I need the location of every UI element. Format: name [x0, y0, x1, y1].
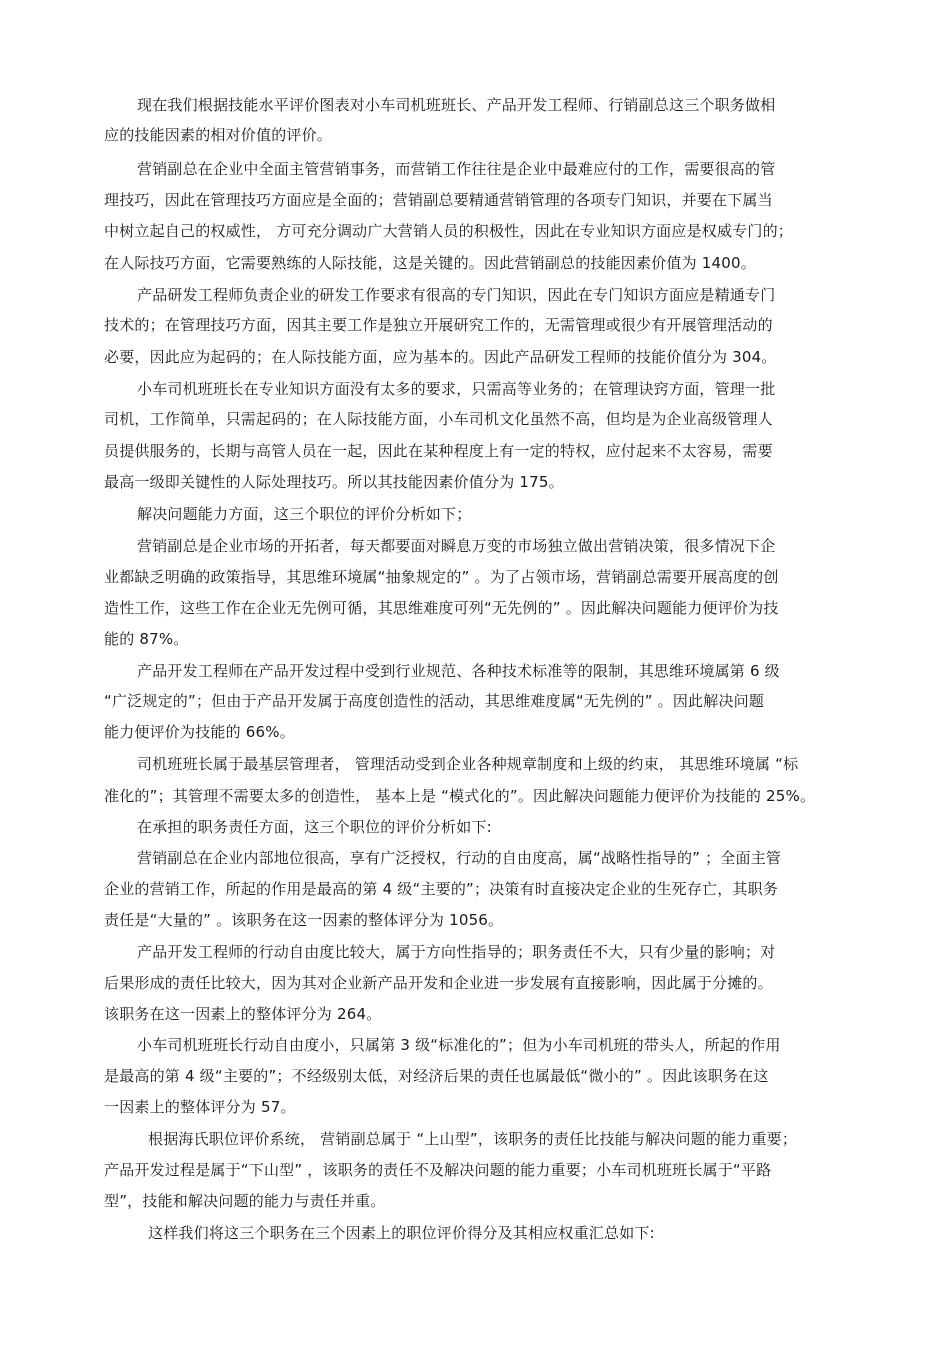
- text-line: 现在我们根据技能水平评价图表对小车司机班班长、产品开发工程师、行销副总这三个职务做相: [137, 96, 776, 114]
- text-line: 这样我们将这三个职务在三个因素上的职位评价得分及其相应权重汇总如下:: [148, 1224, 655, 1242]
- text-line: 应的技能因素的相对价值的评价。: [104, 126, 333, 144]
- text-line: 解决问题能力方面，这三个职位的评价分析如下；: [137, 505, 472, 523]
- text-line: “广泛规定的”；但由于产品开发属于高度创造性的活动，其思维难度属“无先例的” 。因此解决问题: [104, 692, 765, 710]
- text-line: 最高一级即关键性的人际处理技巧。所以其技能因素价值分为 175。: [104, 473, 564, 491]
- text-line: 根据海氏职位评价系统， 营销副总属于 “上山型”，该职务的责任比技能与解决问题的能力重要；: [148, 1130, 798, 1148]
- text-line: 在人际技巧方面，它需要熟练的人际技能，这是关键的。因此营销副总的技能因素价值为 1400。: [104, 254, 756, 272]
- text-line: 司机班班长属于最基层管理者， 管理活动受到企业各种规章制度和上级的约束， 其思维环境属 “标: [137, 755, 799, 773]
- text-line: 营销副总在企业内部地位很高，享有广泛授权，行动的自由度高，属“战略性指导的” ；全面主管: [137, 849, 782, 867]
- text-line: 营销副总在企业中全面主管营销事务，而营销工作往往是企业中最难应付的工作，需要很高的管: [137, 160, 776, 178]
- text-line: 能力便评价为技能的 66%。: [104, 723, 295, 741]
- text-line: 造性工作，这些工作在企业无先例可循，其思维难度可列“无先例的” 。因此解决问题能力便评价为技: [104, 599, 779, 617]
- text-line: 责任是“大量的” 。该职务在这一因素的整体评分为 1056。: [104, 911, 504, 929]
- text-line: 企业的营销工作，所起的作用是最高的第 4 级“主要的”；决策有时直接决定企业的生死存亡，其职务: [104, 880, 779, 898]
- text-line: 必要，因此应为起码的；在人际技能方面，应为基本的。因此产品研发工程师的技能价值分为 304。: [104, 348, 777, 366]
- text-line: 是最高的第 4 级“主要的”；不经级别太低，对经济后果的责任也属最低“微小的” 。因此该职务在这: [104, 1067, 769, 1085]
- text-line: 产品开发过程是属于“下山型” ，该职务的责任不及解决问题的能力重要；小车司机班班长属于“平路: [104, 1161, 772, 1179]
- text-line: 业都缺乏明确的政策指导，其思维环境属“抽象规定的” 。为了占领市场，营销副总需要开展高度的创: [104, 568, 779, 586]
- text-line: 一因素上的整体评分为 57。: [104, 1098, 296, 1116]
- text-line: 理技巧，因此在管理技巧方面应是全面的；营销副总要精通营销管理的各项专门知识，并要在下属当: [104, 191, 773, 209]
- text-line: 后果形成的责任比较大，因为其对企业新产品开发和企业进一步发展有直接影响，因此属于分摊的。: [104, 974, 773, 992]
- text-line: 小车司机班班长在专业知识方面没有太多的要求，只需高等业务的；在管理诀窍方面，管理一批: [137, 380, 776, 398]
- text-line: 产品开发工程师的行动自由度比较大，属于方向性指导的；职务责任不大，只有少量的影响；对: [137, 943, 776, 961]
- text-line: 小车司机班班长行动自由度小，只属第 3 级“标准化的”；但为小车司机班的带头人，所起的作用: [137, 1036, 781, 1054]
- text-line: 准化的”；其管理不需要太多的创造性， 基本上是 “模式化的”。因此解决问题能力便评价为技能的 25%。: [104, 787, 816, 805]
- text-line: 产品研发工程师负责企业的研发工作要求有很高的专门知识，因此在专门知识方面应是精通专门: [137, 286, 776, 304]
- text-line: 该职务在这一因素上的整体评分为 264。: [104, 1005, 382, 1023]
- text-line: 中树立起自己的权威性， 方可充分调动广大营销人员的积极性，因此在专业知识方面应是权威专门的；: [104, 222, 793, 240]
- text-line: 技术的；在管理技巧方面，因其主要工作是独立开展研究工作的，无需管理或很少有开展管理活动的: [104, 316, 773, 334]
- text-line: 产品开发工程师在产品开发过程中受到行业规范、各种技术标准等的限制，其思维环境属第 6 级: [137, 662, 780, 680]
- text-line: 在承担的职务责任方面，这三个职位的评价分析如下:: [137, 818, 492, 836]
- text-line: 型”，技能和解决问题的能力与责任并重。: [104, 1192, 386, 1210]
- text-line: 员提供服务的，长期与高管人员在一起，因此在某种程度上有一定的特权，应付起来不太容易，需要: [104, 442, 773, 460]
- text-line: 能的 87%。: [104, 630, 189, 648]
- text-line: 司机，工作简单，只需起码的；在人际技能方面，小车司机文化虽然不高，但均是为企业高级管理人: [104, 410, 773, 428]
- text-line: 营销副总是企业市场的开拓者，每天都要面对瞬息万变的市场独立做出营销决策，很多情况下企: [137, 537, 776, 555]
